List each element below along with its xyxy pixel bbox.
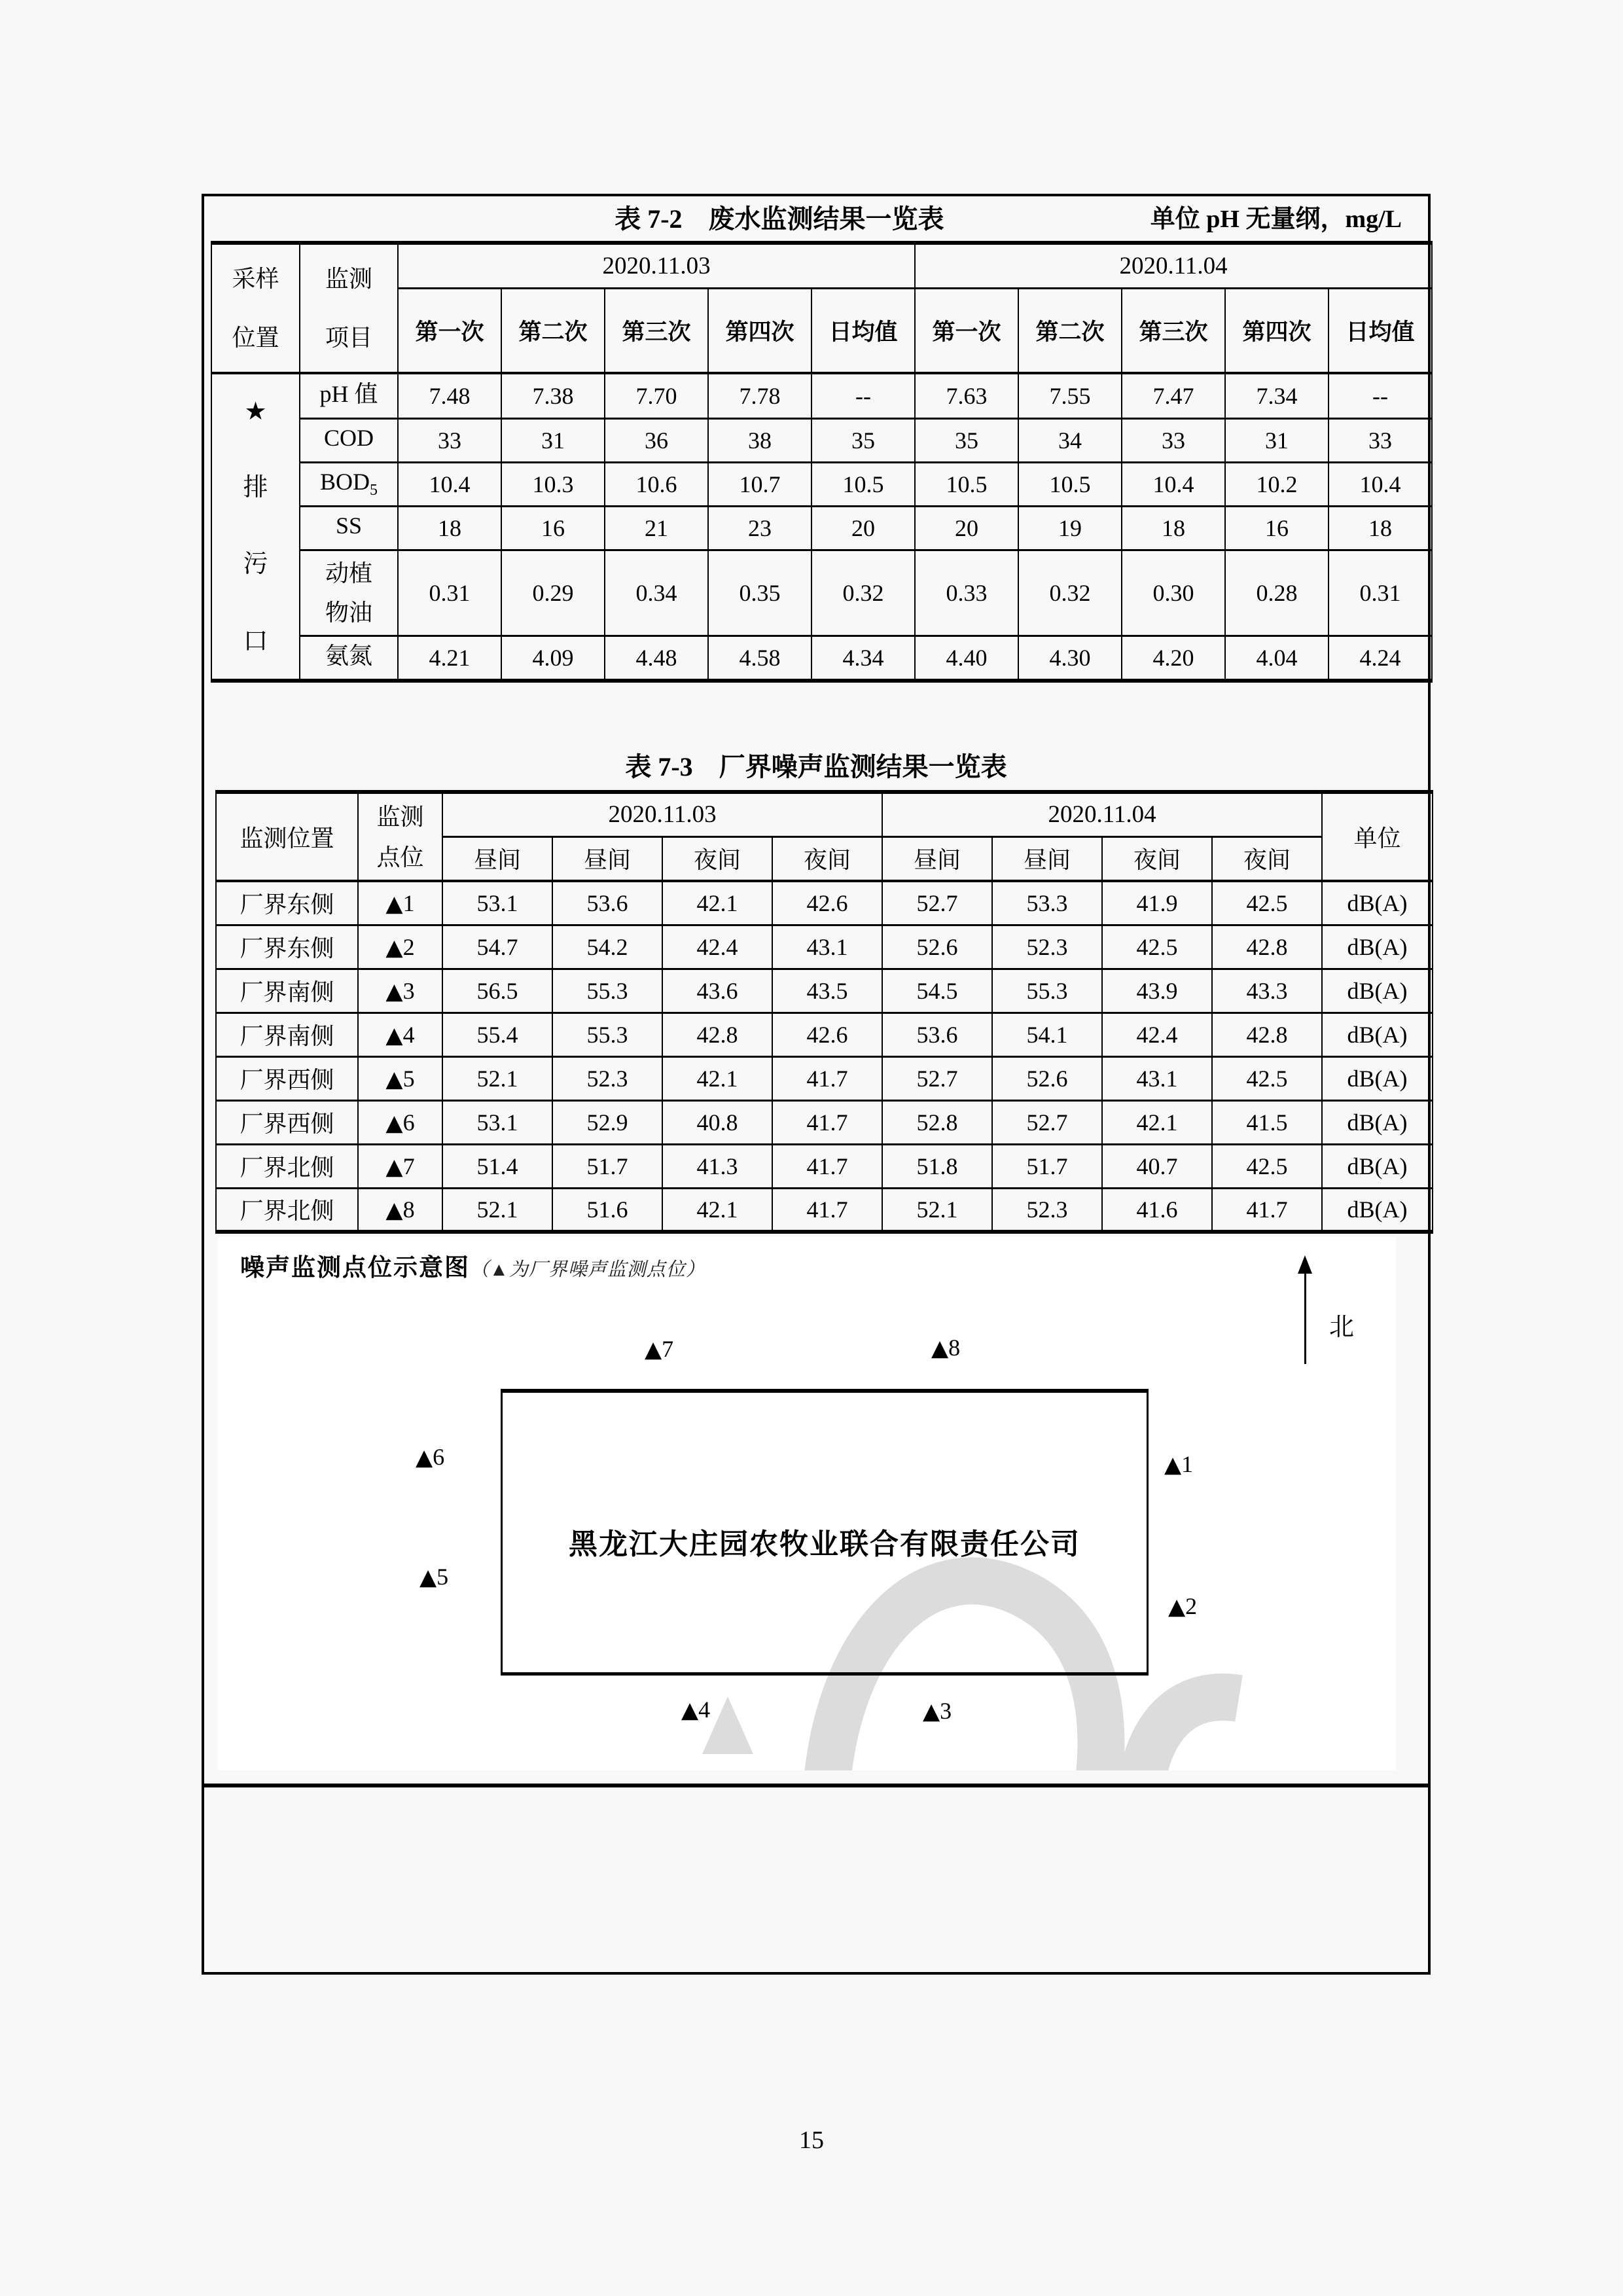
table-row <box>216 1144 1433 1188</box>
factory-rect <box>501 1389 1149 1676</box>
subheader-cell: 第一次 <box>398 288 501 373</box>
value-cell: 55.3 <box>552 1013 662 1056</box>
table-row <box>211 462 1432 506</box>
location-cell: 厂界南侧 <box>216 1013 358 1056</box>
value-cell: 42.6 <box>772 1013 882 1056</box>
monitor-point-marker: ▲3 <box>923 1698 952 1725</box>
param-label: 氨氮 <box>300 636 398 681</box>
unit-cell: dB(A) <box>1322 1188 1433 1232</box>
point-cell: ▲5 <box>358 1056 442 1100</box>
value-cell: 0.28 <box>1225 550 1329 636</box>
header-sampling-position: 采样 位置 <box>211 243 300 373</box>
unit-cell: dB(A) <box>1322 925 1433 969</box>
value-cell: 41.5 <box>1212 1100 1322 1144</box>
table-row <box>216 1100 1433 1144</box>
monitor-point-marker: ▲8 <box>931 1335 961 1361</box>
subheader-cell: 夜间 <box>772 836 882 881</box>
header-date-1: 2020.11.03 <box>442 792 882 836</box>
noise-table <box>215 790 1433 1234</box>
value-cell: 52.6 <box>992 1056 1102 1100</box>
value-cell: 51.4 <box>442 1144 552 1188</box>
value-cell: 23 <box>708 506 812 550</box>
triangle-marker-icon: ▲ <box>1164 1452 1182 1478</box>
triangle-marker-icon: ▲ <box>385 1153 403 1180</box>
value-cell: 52.8 <box>882 1100 992 1144</box>
table-row <box>216 1056 1433 1100</box>
value-cell: 4.58 <box>708 636 812 681</box>
value-cell: 42.1 <box>662 1056 772 1100</box>
point-cell: ▲6 <box>358 1100 442 1144</box>
value-cell: 7.78 <box>708 373 812 418</box>
value-cell: 52.7 <box>882 1056 992 1100</box>
value-cell: 43.9 <box>1102 969 1212 1013</box>
value-cell: 53.1 <box>442 1100 552 1144</box>
header-monitor-position: 监测位置 <box>216 792 358 881</box>
triangle-marker-icon: ▲ <box>385 1066 403 1092</box>
point-cell: ▲3 <box>358 969 442 1013</box>
value-cell: 7.70 <box>605 373 708 418</box>
value-cell: 55.3 <box>552 969 662 1013</box>
value-cell: 4.04 <box>1225 636 1329 681</box>
subheader-cell: 第二次 <box>501 288 605 373</box>
triangle-marker-icon: ▲ <box>385 1109 403 1136</box>
value-cell: 42.1 <box>662 1188 772 1232</box>
subheader-cell: 日均值 <box>812 288 915 373</box>
location-cell: 厂界北侧 <box>216 1188 358 1232</box>
value-cell: 42.8 <box>1212 925 1322 969</box>
triangle-marker-icon: ▲ <box>385 978 403 1005</box>
monitor-point-marker: ▲6 <box>416 1444 445 1471</box>
header-date-2: 2020.11.04 <box>882 792 1322 836</box>
value-cell: 51.6 <box>552 1188 662 1232</box>
location-cell: 厂界南侧 <box>216 969 358 1013</box>
sampling-location-cell: ★ 排 污 口 <box>211 373 300 681</box>
value-cell: 10.4 <box>1329 462 1432 506</box>
value-cell: 52.1 <box>882 1188 992 1232</box>
value-cell: 7.47 <box>1122 373 1225 418</box>
section-divider <box>204 1784 1428 1787</box>
value-cell: 40.8 <box>662 1100 772 1144</box>
value-cell: 41.7 <box>772 1188 882 1232</box>
location-cell: 厂界东侧 <box>216 925 358 969</box>
triangle-marker-icon: ▲ <box>385 890 403 917</box>
diagram-caption-note: （▲为厂界噪声监测点位） <box>470 1259 705 1280</box>
value-cell: 42.4 <box>1102 1013 1212 1056</box>
monitor-point-marker: ▲5 <box>419 1564 449 1590</box>
table-7-3-title: 表 7-3 厂界噪声监测结果一览表 <box>625 752 1007 781</box>
header-unit: 单位 <box>1322 792 1433 881</box>
value-cell: 54.7 <box>442 925 552 969</box>
unit-cell: dB(A) <box>1322 1100 1433 1144</box>
value-cell: 55.3 <box>992 969 1102 1013</box>
header-monitor-point: 监测 点位 <box>358 792 442 881</box>
value-cell: 35 <box>812 418 915 462</box>
value-cell: 52.7 <box>992 1100 1102 1144</box>
monitor-point-marker: ▲2 <box>1168 1593 1198 1620</box>
point-cell: ▲4 <box>358 1013 442 1056</box>
subheader-cell: 夜间 <box>662 836 772 881</box>
table-row <box>216 1013 1433 1056</box>
diagram-caption <box>240 1247 705 1283</box>
north-arrow-icon <box>1291 1255 1370 1373</box>
point-cell: ▲1 <box>358 881 442 925</box>
value-cell: 52.1 <box>442 1188 552 1232</box>
point-cell: ▲7 <box>358 1144 442 1188</box>
value-cell: 4.30 <box>1018 636 1122 681</box>
value-cell: 42.1 <box>662 881 772 925</box>
value-cell: 41.7 <box>772 1100 882 1144</box>
value-cell: 33 <box>1329 418 1432 462</box>
value-cell: 4.34 <box>812 636 915 681</box>
value-cell: 52.3 <box>992 925 1102 969</box>
value-cell: 0.31 <box>398 550 501 636</box>
subheader-cell: 日均值 <box>1329 288 1432 373</box>
value-cell: 53.3 <box>992 881 1102 925</box>
value-cell: 53.6 <box>552 881 662 925</box>
value-cell: 10.6 <box>605 462 708 506</box>
subheader-cell: 夜间 <box>1102 836 1212 881</box>
value-cell: 43.1 <box>1102 1056 1212 1100</box>
triangle-marker-icon: ▲ <box>385 1022 403 1049</box>
north-label: 北 <box>1329 1314 1355 1341</box>
table-row <box>216 881 1433 925</box>
value-cell: 10.5 <box>812 462 915 506</box>
value-cell: 0.32 <box>1018 550 1122 636</box>
unit-cell: dB(A) <box>1322 1144 1433 1188</box>
value-cell: 43.3 <box>1212 969 1322 1013</box>
diagram-caption-main: 噪声监测点位示意图 <box>240 1254 470 1281</box>
value-cell: 56.5 <box>442 969 552 1013</box>
value-cell: 55.4 <box>442 1013 552 1056</box>
subheader-cell: 第四次 <box>708 288 812 373</box>
table-7-3-titlebar <box>204 750 1428 784</box>
value-cell: 0.34 <box>605 550 708 636</box>
table-row <box>211 418 1432 462</box>
value-cell: 10.7 <box>708 462 812 506</box>
value-cell: 43.6 <box>662 969 772 1013</box>
value-cell: 43.5 <box>772 969 882 1013</box>
value-cell: 4.48 <box>605 636 708 681</box>
value-cell: 38 <box>708 418 812 462</box>
value-cell: 42.5 <box>1212 881 1322 925</box>
value-cell: 0.35 <box>708 550 812 636</box>
triangle-marker-icon: ▲ <box>385 934 403 961</box>
unit-cell: dB(A) <box>1322 881 1433 925</box>
value-cell: 42.6 <box>772 881 882 925</box>
value-cell: 10.2 <box>1225 462 1329 506</box>
value-cell: 41.7 <box>772 1056 882 1100</box>
subheader-cell: 昼间 <box>552 836 662 881</box>
subheader-cell: 第三次 <box>605 288 708 373</box>
table-row <box>211 636 1432 681</box>
value-cell: 18 <box>1122 506 1225 550</box>
table-row <box>216 1188 1433 1232</box>
location-cell: 厂界北侧 <box>216 1144 358 1188</box>
value-cell: 10.5 <box>1018 462 1122 506</box>
noise-diagram <box>218 1237 1396 1770</box>
value-cell: 41.6 <box>1102 1188 1212 1232</box>
value-cell: 33 <box>1122 418 1225 462</box>
value-cell: 54.5 <box>882 969 992 1013</box>
table-row <box>216 925 1433 969</box>
company-name: 黑龙江大庄园农牧业联合有限责任公司 <box>569 1528 1080 1560</box>
value-cell: 52.9 <box>552 1100 662 1144</box>
header-date-1: 2020.11.03 <box>398 243 915 288</box>
table-row <box>216 969 1433 1013</box>
value-cell: 53.1 <box>442 881 552 925</box>
value-cell: -- <box>1329 373 1432 418</box>
value-cell: 42.5 <box>1102 925 1212 969</box>
value-cell: 31 <box>501 418 605 462</box>
value-cell: 4.21 <box>398 636 501 681</box>
value-cell: 35 <box>915 418 1018 462</box>
value-cell: 18 <box>1329 506 1432 550</box>
header-date-2: 2020.11.04 <box>915 243 1432 288</box>
subheader-cell: 夜间 <box>1212 836 1322 881</box>
value-cell: 20 <box>915 506 1018 550</box>
value-cell: 16 <box>1225 506 1329 550</box>
subheader-cell: 第四次 <box>1225 288 1329 373</box>
value-cell: 0.29 <box>501 550 605 636</box>
monitor-point-marker: ▲4 <box>681 1696 711 1723</box>
param-label: pH 值 <box>300 373 398 418</box>
subheader-cell: 昼间 <box>992 836 1102 881</box>
table-row <box>211 506 1432 550</box>
value-cell: 0.31 <box>1329 550 1432 636</box>
value-cell: 7.34 <box>1225 373 1329 418</box>
table-7-2-titlebar <box>204 200 1428 238</box>
subheader-cell: 昼间 <box>442 836 552 881</box>
value-cell: 51.8 <box>882 1144 992 1188</box>
value-cell: 42.5 <box>1212 1144 1322 1188</box>
value-cell: 16 <box>501 506 605 550</box>
value-cell: 52.3 <box>552 1056 662 1100</box>
triangle-marker-icon: ▲ <box>419 1564 437 1590</box>
star-icon: ★ <box>244 396 267 425</box>
unit-cell: dB(A) <box>1322 969 1433 1013</box>
monitor-point-marker: ▲1 <box>1164 1451 1194 1478</box>
location-cell: 厂界西侧 <box>216 1100 358 1144</box>
value-cell: 10.5 <box>915 462 1018 506</box>
value-cell: 42.8 <box>1212 1013 1322 1056</box>
triangle-marker-icon: ▲ <box>681 1697 699 1723</box>
param-label: SS <box>300 506 398 550</box>
value-cell: 54.1 <box>992 1013 1102 1056</box>
triangle-marker-icon: ▲ <box>931 1335 949 1361</box>
param-label: 动植 物油 <box>300 550 398 636</box>
value-cell: 42.4 <box>662 925 772 969</box>
value-cell: 52.3 <box>992 1188 1102 1232</box>
value-cell: 53.6 <box>882 1013 992 1056</box>
value-cell: 54.2 <box>552 925 662 969</box>
unit-cell: dB(A) <box>1322 1013 1433 1056</box>
triangle-marker-icon: ▲ <box>385 1196 403 1223</box>
subheader-cell: 昼间 <box>882 836 992 881</box>
wastewater-table <box>211 241 1433 683</box>
value-cell: 40.7 <box>1102 1144 1212 1188</box>
table-7-2-title: 表 7-2 废水监测结果一览表 <box>615 204 944 234</box>
value-cell: 42.1 <box>1102 1100 1212 1144</box>
value-cell: 4.20 <box>1122 636 1225 681</box>
value-cell: 36 <box>605 418 708 462</box>
point-cell: ▲2 <box>358 925 442 969</box>
value-cell: 10.3 <box>501 462 605 506</box>
value-cell: 0.33 <box>915 550 1018 636</box>
triangle-marker-icon: ▲ <box>923 1698 940 1725</box>
value-cell: 7.63 <box>915 373 1018 418</box>
subheader-cell: 第三次 <box>1122 288 1225 373</box>
location-cell: 厂界东侧 <box>216 881 358 925</box>
table-7-2-unit-note: 单位 pH 无量纲，mg/L <box>1150 206 1402 233</box>
value-cell: 34 <box>1018 418 1122 462</box>
table-header-row <box>211 243 1432 288</box>
value-cell: 51.7 <box>552 1144 662 1188</box>
value-cell: 0.30 <box>1122 550 1225 636</box>
value-cell: 18 <box>398 506 501 550</box>
param-label: COD <box>300 418 398 462</box>
value-cell: 19 <box>1018 506 1122 550</box>
value-cell: 20 <box>812 506 915 550</box>
value-cell: 42.8 <box>662 1013 772 1056</box>
header-monitor-item: 监测 项目 <box>300 243 398 373</box>
value-cell: 7.48 <box>398 373 501 418</box>
value-cell: 41.7 <box>772 1144 882 1188</box>
value-cell: 41.7 <box>1212 1188 1322 1232</box>
value-cell: 7.38 <box>501 373 605 418</box>
value-cell: -- <box>812 373 915 418</box>
content-box <box>202 194 1431 1975</box>
monitor-point-marker: ▲7 <box>645 1336 674 1363</box>
triangle-marker-icon: ▲ <box>416 1444 433 1471</box>
value-cell: 10.4 <box>1122 462 1225 506</box>
value-cell: 0.32 <box>812 550 915 636</box>
value-cell: 4.40 <box>915 636 1018 681</box>
value-cell: 4.24 <box>1329 636 1432 681</box>
page-number: 15 <box>799 2126 824 2154</box>
unit-cell: dB(A) <box>1322 1056 1433 1100</box>
value-cell: 52.1 <box>442 1056 552 1100</box>
value-cell: 7.55 <box>1018 373 1122 418</box>
value-cell: 42.5 <box>1212 1056 1322 1100</box>
param-label: $BOD_5$ <box>300 462 398 506</box>
subheader-cell: 第二次 <box>1018 288 1122 373</box>
value-cell: 41.3 <box>662 1144 772 1188</box>
location-cell: 厂界西侧 <box>216 1056 358 1100</box>
table-row <box>211 373 1432 418</box>
subheader-cell: 第一次 <box>915 288 1018 373</box>
value-cell: 21 <box>605 506 708 550</box>
table-header-row <box>216 792 1433 836</box>
value-cell: 51.7 <box>992 1144 1102 1188</box>
triangle-marker-icon: ▲ <box>1168 1594 1186 1620</box>
value-cell: 10.4 <box>398 462 501 506</box>
value-cell: 43.1 <box>772 925 882 969</box>
value-cell: 4.09 <box>501 636 605 681</box>
triangle-marker-icon: ▲ <box>645 1336 662 1363</box>
value-cell: 52.6 <box>882 925 992 969</box>
value-cell: 33 <box>398 418 501 462</box>
value-cell: 52.7 <box>882 881 992 925</box>
table-row <box>211 550 1432 636</box>
value-cell: 41.9 <box>1102 881 1212 925</box>
value-cell: 31 <box>1225 418 1329 462</box>
point-cell: ▲8 <box>358 1188 442 1232</box>
